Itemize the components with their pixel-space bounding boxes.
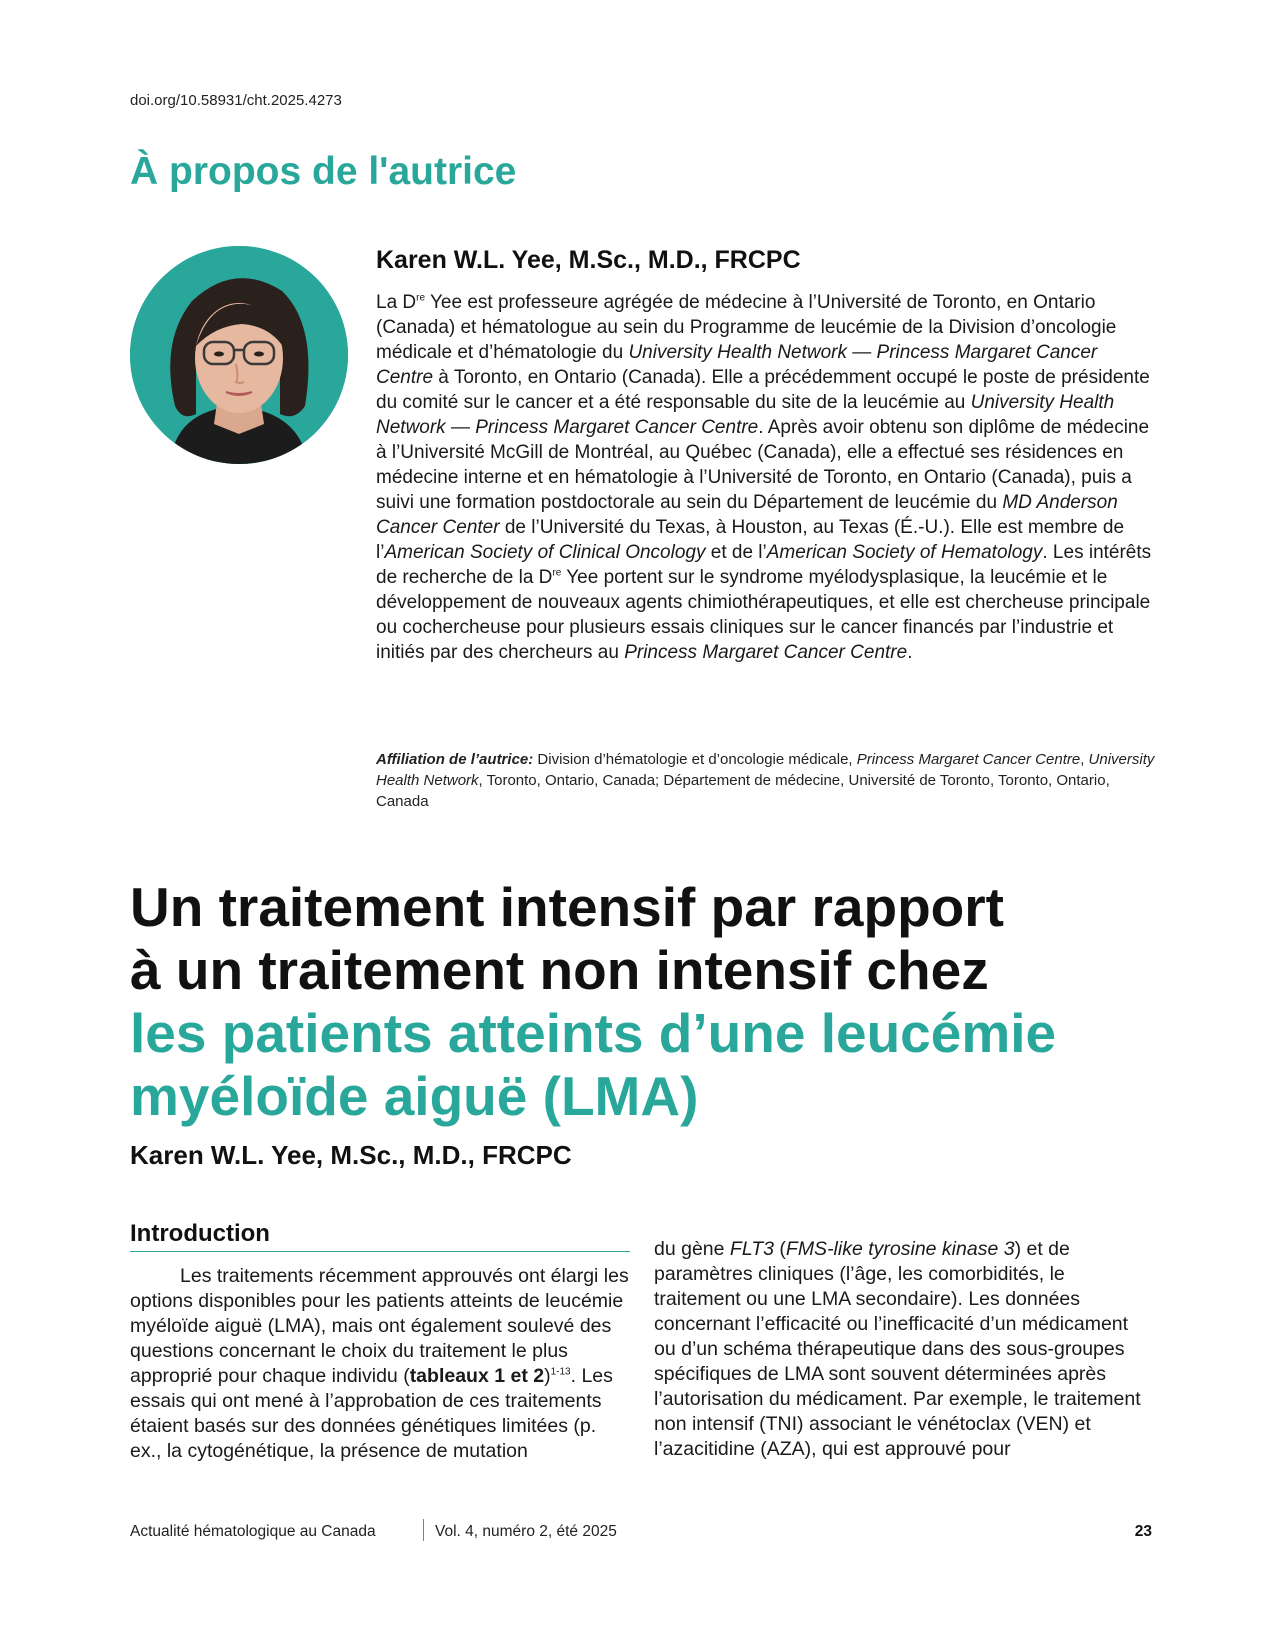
affiliation-italic-text: University Health Network xyxy=(376,751,1155,789)
article-title xyxy=(130,876,1180,1128)
paragraph-text: du gène xyxy=(654,1238,730,1260)
introduction-heading: Introduction xyxy=(130,1220,630,1252)
bio-italic-text: Princess Margaret Cancer Centre xyxy=(624,642,908,663)
bio-text: et de l’ xyxy=(705,542,767,563)
paragraph-text: ) et de paramètres cliniques (l’âge, les comorbidités, le traitement ou une LMA secondaire). Les données concernant l’efficacité ou l’inefficacité d’un médicament ou d’un schéma thérapeutique dans des sous-groupes spécifiques de LMA sont souvent déterminées après l’autorisation du médicament. Par exemple, le traitement non intensif (TNI) associant le vénétoclax (VEN) et l’azacitidine (AZA), qui est approuvé pour xyxy=(654,1238,1141,1460)
paragraph-text: ) xyxy=(544,1365,551,1387)
article-author-name: Karen W.L. Yee, M.Sc., M.D., FRCPC xyxy=(130,1140,572,1170)
page-number: 23 xyxy=(1134,1523,1152,1540)
introduction-paragraph xyxy=(130,1264,630,1464)
author-name-heading: Karen W.L. Yee, M.Sc., M.D., FRCPC xyxy=(376,246,801,274)
bio-text: La D xyxy=(376,292,417,313)
citation-reference[interactable]: 1-13 xyxy=(550,1366,571,1378)
table-reference[interactable]: tableaux 1 et 2 xyxy=(409,1365,545,1387)
footer-journal-name: Actualité hématologique au Canada xyxy=(130,1523,376,1540)
author-portrait-icon xyxy=(130,246,348,464)
author-bio xyxy=(376,290,1156,665)
paragraph-text: Les traitements récemment approuvés ont élargi les options disponibles pour les patients atteints de leucémie myéloïde aiguë (LMA), mais ont également soulevé des questions concernant le choix du traitement le plus approprié pour chaque individu ( xyxy=(130,1265,629,1387)
bio-italic-text: MD Anderson Cancer Center xyxy=(376,492,1118,538)
bio-text: de l’Université du Texas, à Houston, au Texas (É.-U.). Elle est membre de l’ xyxy=(376,517,1125,563)
introduction-paragraph-continued xyxy=(654,1237,1154,1462)
author-affiliation xyxy=(376,749,1156,812)
bio-text: . Après avoir obtenu son diplôme de médecine à l’Université McGill de Montréal, au Québec (Canada), elle a effectué ses résidences en médecine interne et en hématologie à l’Université de Toronto, en Ontario (Canada), puis a suivi une formation postdoctorale au sein du Département de leucémie du xyxy=(376,417,1150,513)
affiliation-label: Affiliation de l’autrice: xyxy=(376,751,534,768)
bio-superscript: re xyxy=(552,567,562,579)
footer-divider xyxy=(423,1519,424,1541)
article-title-accent-line: myéloïde aiguë (LMA) xyxy=(130,1065,699,1127)
article-title-accent-line: les patients atteints d’une leucémie xyxy=(130,1002,1057,1064)
bio-text: Yee est professeure agrégée de médecine à l’Université de Toronto, en Ontario (Canada) et hématologue au sein du Programme de leucémie de la Division d’oncologie médicale et d’hématologie du xyxy=(376,292,1117,363)
affiliation-text: , Toronto, Ontario, Canada; Département de médecine, Université de Toronto, Toronto, Ontario, Canada xyxy=(376,772,1110,810)
paragraph-text: . Les essais qui ont mené à l’approbation de ces traitements étaient basés sur des données génétiques limitées (p. ex., la cytogénétique, la présence de mutation xyxy=(130,1365,613,1462)
bio-text: à Toronto, en Ontario (Canada). Elle a précédemment occupé le poste de présidente du comité sur le cancer et a été responsable du site de la leucémie au xyxy=(376,367,1150,413)
affiliation-text: , xyxy=(1080,751,1089,768)
bio-superscript: re xyxy=(416,292,426,304)
about-author-title: À propos de l'autrice xyxy=(130,150,517,193)
gene-name: FLT3 xyxy=(729,1238,774,1260)
bio-italic-text: University Health Network — Princess Margaret Cancer Centre xyxy=(376,392,1115,438)
bio-text: . Les intérêts de recherche de la D xyxy=(376,542,1152,588)
article-title-line: à un traitement non intensif chez xyxy=(130,939,989,1001)
bio-italic-text: University Health Network — Princess Margaret Cancer Centre xyxy=(376,342,1098,388)
author-photo xyxy=(130,246,348,464)
bio-text: . xyxy=(907,642,913,663)
bio-text: Yee portent sur le syndrome myélodysplasique, la leucémie et le développement de nouveaux agents chimiothérapeutiques, et elle est chercheuse principale ou cochercheuse pour plusieurs essais cliniques sur le cancer financés par l’industrie et initiés par des chercheurs au xyxy=(376,567,1151,663)
doi-link[interactable]: doi.org/10.58931/cht.2025.4273 xyxy=(130,92,342,109)
affiliation-text: Division d’hématologie et d’oncologie médicale, xyxy=(533,751,857,768)
footer-volume-info: Vol. 4, numéro 2, été 2025 xyxy=(435,1523,617,1540)
affiliation-italic-text: Princess Margaret Cancer Centre xyxy=(856,751,1081,768)
bio-italic-text: American Society of Hematology xyxy=(766,542,1043,563)
paragraph-text: ( xyxy=(773,1238,786,1260)
bio-italic-text: American Society of Clinical Oncology xyxy=(384,542,706,563)
article-title-line: Un traitement intensif par rapport xyxy=(130,876,1004,938)
gene-fullname: FMS-like tyrosine kinase 3 xyxy=(785,1238,1015,1260)
